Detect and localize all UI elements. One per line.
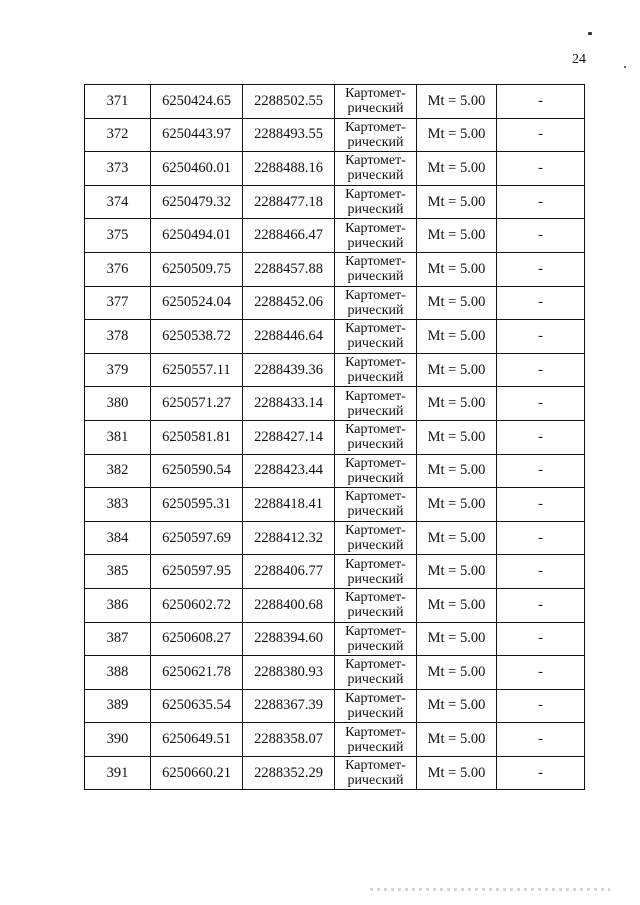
point-number-cell: 374 (85, 185, 151, 219)
point-number-cell: 372 (85, 118, 151, 152)
table-row (85, 488, 585, 522)
x-coordinate-cell: 6250597.95 (151, 555, 243, 589)
method-line-2: рический (347, 202, 404, 218)
table-row (85, 756, 585, 790)
method-line-1: Картомет- (345, 758, 406, 774)
table-row (85, 723, 585, 757)
x-coordinate-cell: 6250595.31 (151, 488, 243, 522)
table-row (85, 689, 585, 723)
y-coordinate-cell: 2288488.16 (243, 152, 335, 186)
point-number-cell: 376 (85, 252, 151, 286)
note-cell: - (497, 252, 585, 286)
y-coordinate-cell: 2288412.32 (243, 521, 335, 555)
method-line-2: рический (347, 370, 404, 386)
method-cell (335, 756, 417, 790)
x-coordinate-cell: 6250590.54 (151, 454, 243, 488)
method-cell (335, 85, 417, 119)
x-coordinate-cell: 6250494.01 (151, 219, 243, 253)
point-number-cell: 381 (85, 420, 151, 454)
method-line-2: рический (347, 538, 404, 554)
y-coordinate-cell: 2288466.47 (243, 219, 335, 253)
point-number-cell: 387 (85, 622, 151, 656)
method-line-2: рический (347, 672, 404, 688)
x-coordinate-cell: 6250597.69 (151, 521, 243, 555)
y-coordinate-cell: 2288439.36 (243, 353, 335, 387)
method-cell (335, 320, 417, 354)
y-coordinate-cell: 2288433.14 (243, 387, 335, 421)
method-cell (335, 454, 417, 488)
x-coordinate-cell: 6250635.54 (151, 689, 243, 723)
method-line-2: рический (347, 638, 404, 654)
method-line-2: рический (347, 168, 404, 184)
note-cell: - (497, 622, 585, 656)
table-row (85, 588, 585, 622)
x-coordinate-cell: 6250479.32 (151, 185, 243, 219)
x-coordinate-cell: 6250602.72 (151, 588, 243, 622)
method-line-1: Картомет- (345, 489, 406, 505)
y-coordinate-cell: 2288493.55 (243, 118, 335, 152)
point-number-cell: 378 (85, 320, 151, 354)
method-line-2: рический (347, 504, 404, 520)
note-cell: - (497, 555, 585, 589)
point-number-cell: 386 (85, 588, 151, 622)
method-line-1: Картомет- (345, 657, 406, 673)
table-row (85, 85, 585, 119)
note-cell: - (497, 420, 585, 454)
y-coordinate-cell: 2288418.41 (243, 488, 335, 522)
x-coordinate-cell: 6250524.04 (151, 286, 243, 320)
method-line-1: Картомет- (345, 187, 406, 203)
x-coordinate-cell: 6250443.97 (151, 118, 243, 152)
table-row (85, 454, 585, 488)
y-coordinate-cell: 2288457.88 (243, 252, 335, 286)
table-row (85, 420, 585, 454)
method-cell (335, 353, 417, 387)
point-number-cell: 377 (85, 286, 151, 320)
x-coordinate-cell: 6250581.81 (151, 420, 243, 454)
x-coordinate-cell: 6250557.11 (151, 353, 243, 387)
point-number-cell: 373 (85, 152, 151, 186)
method-cell (335, 656, 417, 690)
accuracy-cell: Mt = 5.00 (417, 118, 497, 152)
accuracy-cell: Mt = 5.00 (417, 555, 497, 589)
note-cell: - (497, 353, 585, 387)
point-number-cell: 371 (85, 85, 151, 119)
method-line-2: рический (347, 403, 404, 419)
method-line-2: рический (347, 302, 404, 318)
method-line-1: Картомет- (345, 455, 406, 471)
note-cell: - (497, 219, 585, 253)
accuracy-cell: Mt = 5.00 (417, 320, 497, 354)
accuracy-cell: Mt = 5.00 (417, 152, 497, 186)
point-number-cell: 385 (85, 555, 151, 589)
method-line-2: рический (347, 336, 404, 352)
method-cell (335, 152, 417, 186)
method-line-2: рический (347, 571, 404, 587)
point-number-cell: 382 (85, 454, 151, 488)
y-coordinate-cell: 2288502.55 (243, 85, 335, 119)
method-line-2: рический (347, 437, 404, 453)
method-line-1: Картомет- (345, 355, 406, 371)
scan-speck (624, 66, 626, 68)
method-cell (335, 689, 417, 723)
note-cell: - (497, 85, 585, 119)
y-coordinate-cell: 2288423.44 (243, 454, 335, 488)
table-row (85, 521, 585, 555)
accuracy-cell: Mt = 5.00 (417, 286, 497, 320)
method-line-1: Картомет- (345, 388, 406, 404)
method-cell (335, 286, 417, 320)
method-line-1: Картомет- (345, 287, 406, 303)
y-coordinate-cell: 2288406.77 (243, 555, 335, 589)
accuracy-cell: Mt = 5.00 (417, 588, 497, 622)
method-cell (335, 420, 417, 454)
note-cell: - (497, 152, 585, 186)
table-row (85, 185, 585, 219)
x-coordinate-cell: 6250608.27 (151, 622, 243, 656)
point-number-cell: 380 (85, 387, 151, 421)
method-line-1: Картомет- (345, 556, 406, 572)
page-number: 24 (572, 52, 586, 67)
method-line-2: рический (347, 773, 404, 789)
note-cell: - (497, 689, 585, 723)
y-coordinate-cell: 2288427.14 (243, 420, 335, 454)
note-cell: - (497, 756, 585, 790)
method-line-1: Картомет- (345, 690, 406, 706)
table-row (85, 118, 585, 152)
table-row (85, 622, 585, 656)
method-cell (335, 488, 417, 522)
accuracy-cell: Mt = 5.00 (417, 622, 497, 656)
note-cell: - (497, 723, 585, 757)
accuracy-cell: Mt = 5.00 (417, 387, 497, 421)
y-coordinate-cell: 2288367.39 (243, 689, 335, 723)
method-cell (335, 252, 417, 286)
x-coordinate-cell: 6250649.51 (151, 723, 243, 757)
note-cell: - (497, 488, 585, 522)
x-coordinate-cell: 6250660.21 (151, 756, 243, 790)
accuracy-cell: Mt = 5.00 (417, 488, 497, 522)
point-number-cell: 384 (85, 521, 151, 555)
accuracy-cell: Mt = 5.00 (417, 689, 497, 723)
method-cell (335, 185, 417, 219)
method-line-1: Картомет- (345, 86, 406, 102)
point-number-cell: 383 (85, 488, 151, 522)
accuracy-cell: Mt = 5.00 (417, 521, 497, 555)
y-coordinate-cell: 2288352.29 (243, 756, 335, 790)
point-number-cell: 388 (85, 656, 151, 690)
table-row (85, 252, 585, 286)
method-line-1: Картомет- (345, 220, 406, 236)
table-row (85, 387, 585, 421)
method-cell (335, 521, 417, 555)
method-line-1: Картомет- (345, 422, 406, 438)
note-cell: - (497, 521, 585, 555)
method-line-2: рический (347, 101, 404, 117)
method-line-1: Картомет- (345, 254, 406, 270)
method-line-2: рический (347, 470, 404, 486)
method-cell (335, 622, 417, 656)
note-cell: - (497, 286, 585, 320)
point-number-cell: 389 (85, 689, 151, 723)
x-coordinate-cell: 6250538.72 (151, 320, 243, 354)
method-line-2: рический (347, 739, 404, 755)
x-coordinate-cell: 6250571.27 (151, 387, 243, 421)
accuracy-cell: Mt = 5.00 (417, 185, 497, 219)
accuracy-cell: Mt = 5.00 (417, 454, 497, 488)
method-cell (335, 723, 417, 757)
scan-noise (370, 888, 610, 891)
table-row (85, 320, 585, 354)
x-coordinate-cell: 6250621.78 (151, 656, 243, 690)
method-cell (335, 118, 417, 152)
x-coordinate-cell: 6250509.75 (151, 252, 243, 286)
point-number-cell: 391 (85, 756, 151, 790)
y-coordinate-cell: 2288477.18 (243, 185, 335, 219)
method-cell (335, 588, 417, 622)
note-cell: - (497, 118, 585, 152)
table-row (85, 152, 585, 186)
x-coordinate-cell: 6250424.65 (151, 85, 243, 119)
method-line-1: Картомет- (345, 153, 406, 169)
accuracy-cell: Mt = 5.00 (417, 219, 497, 253)
accuracy-cell: Mt = 5.00 (417, 723, 497, 757)
point-number-cell: 375 (85, 219, 151, 253)
note-cell: - (497, 656, 585, 690)
table-row (85, 555, 585, 589)
accuracy-cell: Mt = 5.00 (417, 85, 497, 119)
y-coordinate-cell: 2288400.68 (243, 588, 335, 622)
accuracy-cell: Mt = 5.00 (417, 656, 497, 690)
method-cell (335, 219, 417, 253)
coordinates-table-body (85, 85, 585, 790)
method-line-1: Картомет- (345, 590, 406, 606)
table-row (85, 353, 585, 387)
method-line-2: рический (347, 605, 404, 621)
note-cell: - (497, 588, 585, 622)
y-coordinate-cell: 2288380.93 (243, 656, 335, 690)
accuracy-cell: Mt = 5.00 (417, 353, 497, 387)
coordinates-table (84, 84, 585, 790)
method-cell (335, 555, 417, 589)
accuracy-cell: Mt = 5.00 (417, 252, 497, 286)
method-line-1: Картомет- (345, 523, 406, 539)
note-cell: - (497, 387, 585, 421)
method-line-2: рический (347, 235, 404, 251)
method-line-2: рический (347, 134, 404, 150)
note-cell: - (497, 185, 585, 219)
accuracy-cell: Mt = 5.00 (417, 420, 497, 454)
table-row (85, 219, 585, 253)
y-coordinate-cell: 2288446.64 (243, 320, 335, 354)
point-number-cell: 379 (85, 353, 151, 387)
x-coordinate-cell: 6250460.01 (151, 152, 243, 186)
y-coordinate-cell: 2288394.60 (243, 622, 335, 656)
method-cell (335, 387, 417, 421)
y-coordinate-cell: 2288452.06 (243, 286, 335, 320)
method-line-2: рический (347, 705, 404, 721)
accuracy-cell: Mt = 5.00 (417, 756, 497, 790)
table-row (85, 656, 585, 690)
method-line-1: Картомет- (345, 724, 406, 740)
method-line-1: Картомет- (345, 623, 406, 639)
note-cell: - (497, 320, 585, 354)
method-line-1: Картомет- (345, 321, 406, 337)
note-cell: - (497, 454, 585, 488)
method-line-1: Картомет- (345, 119, 406, 135)
y-coordinate-cell: 2288358.07 (243, 723, 335, 757)
table-row (85, 286, 585, 320)
point-number-cell: 390 (85, 723, 151, 757)
method-line-2: рический (347, 269, 404, 285)
scan-speck (588, 32, 592, 35)
